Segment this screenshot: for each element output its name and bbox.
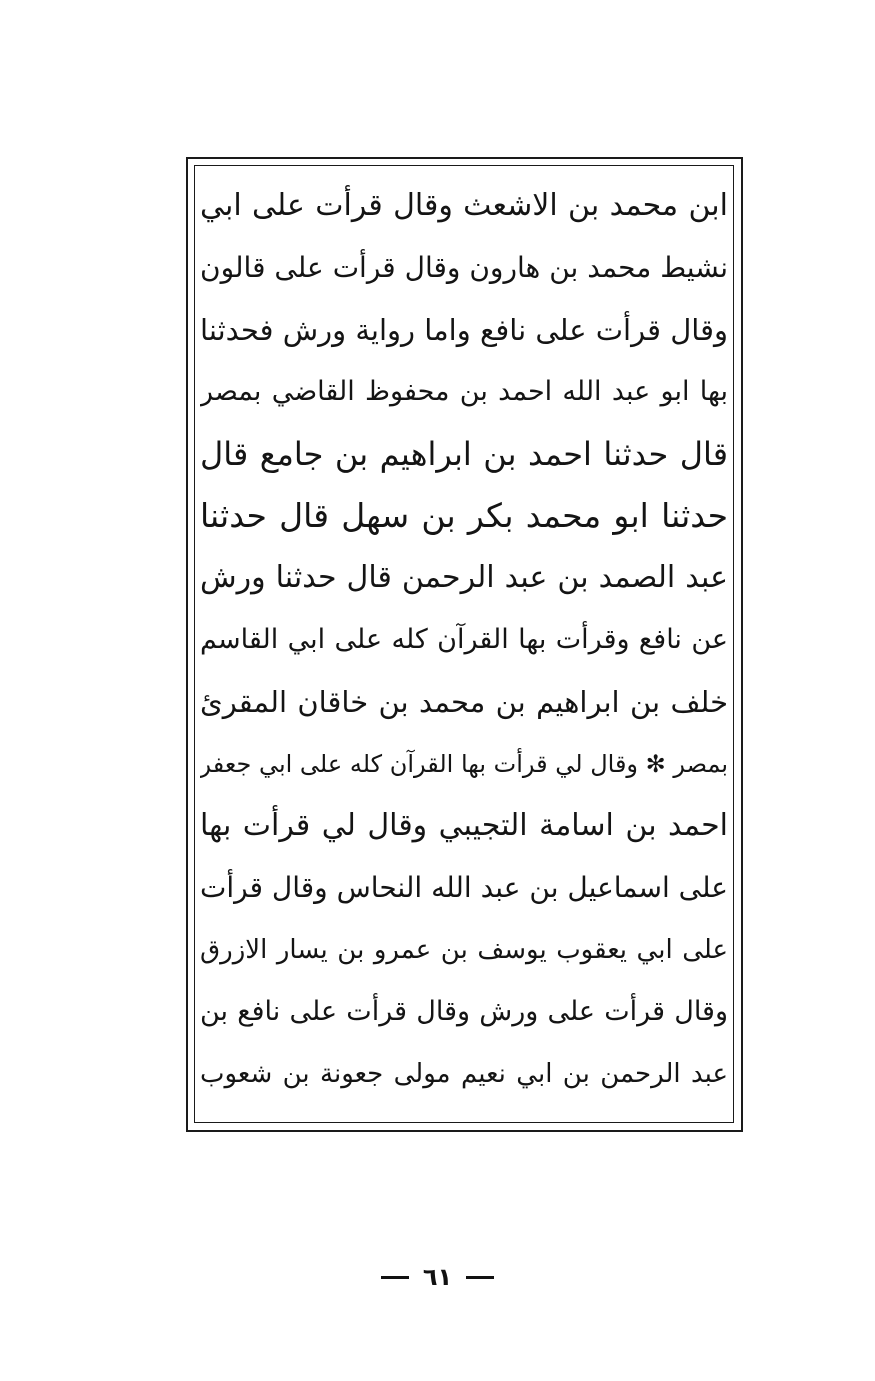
text-line: على ابي يعقوب يوسف بن عمرو بن يسار الازرق bbox=[200, 935, 728, 965]
text-line: ابن محمد بن الاشعث وقال قرأت على ابي bbox=[200, 188, 728, 223]
text-line: وقال قرأت على نافع واما رواية ورش فحدثنا bbox=[200, 313, 728, 347]
text-line: خلف بن ابراهيم بن محمد بن خاقان المقرئ bbox=[200, 685, 728, 719]
text-line: بها ابو عبد الله احمد بن محفوظ القاضي بمصر bbox=[200, 376, 728, 407]
footer-dash bbox=[466, 1276, 494, 1279]
text-line: عبد الصمد بن عبد الرحمن قال حدثنا ورش bbox=[200, 560, 728, 595]
text-line: على اسماعيل بن عبد الله النحاس وقال قرأت bbox=[200, 871, 728, 904]
text-line: بمصر ✻ وقال لي قرأت بها القرآن كله على ابي جعفر bbox=[200, 750, 728, 778]
page-footer bbox=[0, 1262, 875, 1291]
text-line: احمد بن اسامة التجيبي وقال لي قرأت بها bbox=[200, 808, 728, 843]
text-block bbox=[200, 182, 728, 1102]
text-line: حدثنا ابو محمد بكر بن سهل قال حدثنا bbox=[200, 496, 728, 535]
text-line: وقال قرأت على ورش وقال قرأت على نافع بن bbox=[200, 996, 728, 1027]
text-line: نشيط محمد بن هارون وقال قرأت على قالون bbox=[200, 251, 728, 284]
text-line: عن نافع وقرأت بها القرآن كله على ابي القاسم bbox=[200, 624, 728, 655]
footer-dash bbox=[381, 1276, 409, 1279]
page-number: ٦١ bbox=[422, 1263, 453, 1291]
text-line: قال حدثنا احمد بن ابراهيم بن جامع قال bbox=[200, 435, 728, 473]
text-line: عبد الرحمن بن ابي نعيم مولى جعونة بن شعوب bbox=[200, 1059, 728, 1089]
